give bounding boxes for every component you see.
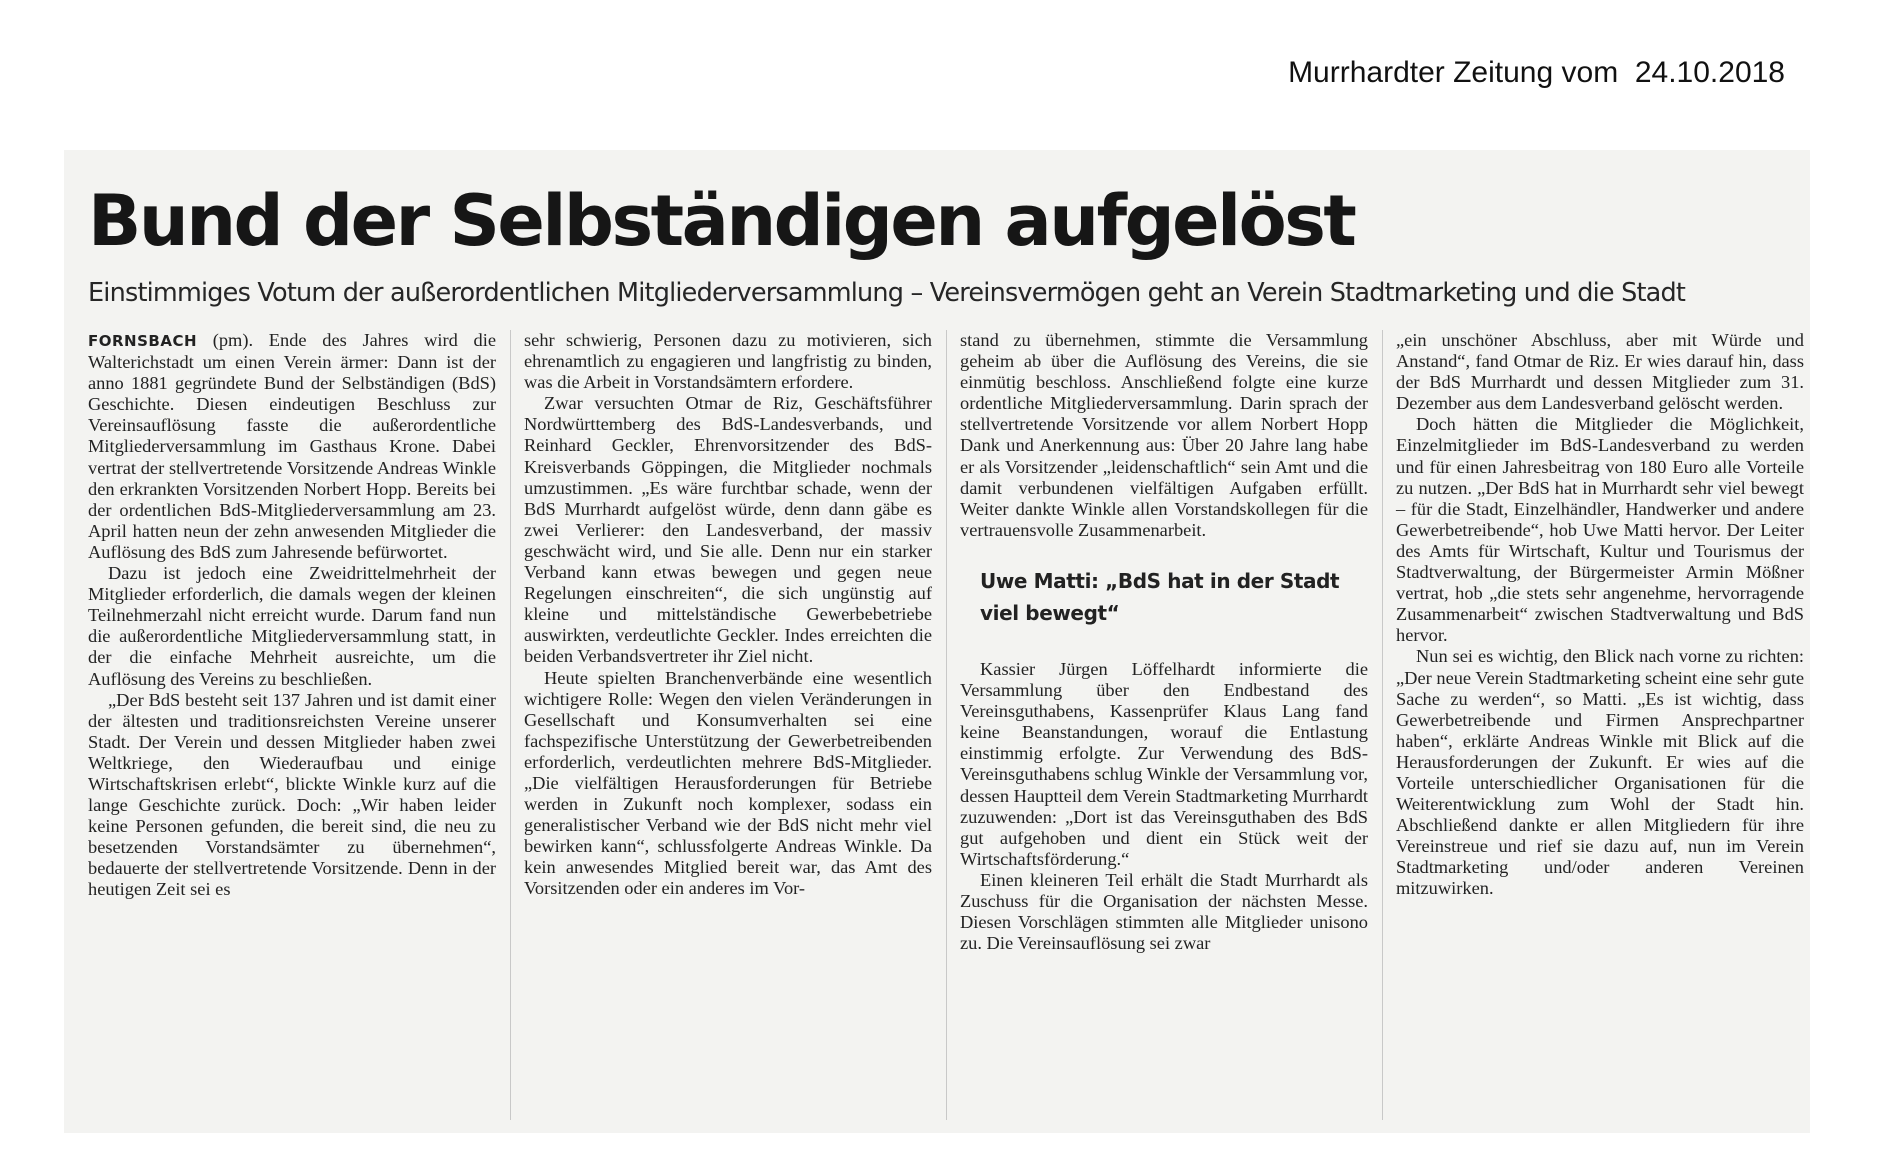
paragraph: Kassier Jürgen Löffelhardt informierte die Versammlung über den Endbestand des Vereinsguthabens, Kassenprüfer Klaus Lang fand keine Beanstandungen, worauf die Entlastung einstimmig erfolgte. Zur Verwendung des BdS-Vereinsguthabens schlug Winkle der Versammlung vor, dessen Hauptteil dem Verein Stadtmarketing Murrhardt zuzuwenden: „Dort ist das Vereinsguthaben des BdS gut aufgehoben und dient ein Stück weit der Wirtschaftsförderung.“ [960,658,1368,869]
source-line: Murrhardter Zeitung vom 24.10.2018 [1288,56,1785,89]
paragraph: Doch hätten die Mitglieder die Möglichkeit, Einzelmitglieder im BdS-Landesverband zu werden und für einen Jahresbeitrag von 180 Euro alle Vorteile zu nutzen. „Der BdS hat in Murrhardt sehr viel bewegt – für die Stadt, Einzelhändler, Handwerker und andere Gewerbetreibende“, hob Uwe Matti hervor. Der Leiter des Amts für Wirtschaft, Kultur und Tourismus der Stadtverwaltung, der Bürgermeister Armin Mößner vertrat, hob „die stets sehr angenehme, hervorragende Zusammenarbeit“ zwischen Stadtverwaltung und BdS hervor. [1396,414,1804,646]
article-column-1 [88,330,496,1130]
paragraph: „ein unschöner Abschluss, aber mit Würde und Anstand“, fand Otmar de Riz. Er wies darauf hin, dass der BdS Murrhardt und dessen Mitglieder zum 31. Dezember aus dem Landesverband gelöscht werden. [1396,330,1804,414]
newspaper-clipping [64,150,1810,1133]
column-rule [946,330,947,1120]
paragraph: stand zu übernehmen, stimmte die Versammlung geheim ab über die Auflösung des Vereins, die sie einmütig beschloss. Anschließend folgte eine kurze ordentliche Mitgliederversammlung. Darin sprach der stellvertretende Vorsitzende vor allem Norbert Hopp Dank und Anerkennung aus: Über 20 Jahre lang habe er als Vorsitzender „leidenschaftlich“ sein Amt und die damit verbundenen vielfältigen Aufgaben erfüllt. Weiter dankte Winkle allen Vorstandskollegen für die vertrauensvolle Zusammenarbeit. [960,330,1368,540]
article-column-4 [1396,330,1804,1130]
dateline: FORNSBACH [88,332,198,350]
paragraph: Nun sei es wichtig, den Blick nach vorne zu richten: „Der neue Verein Stadtmarketing scheint eine sehr gute Sache zu werden“, so Matti. „Es ist wichtig, dass Gewerbetreibende und Firmen Ansprechpartner haben“, erklärte Andreas Winkle mit Blick auf die Herausforderungen der Zukunft. Er wies auf die Vorteile unterschiedlicher Organisationen für die Weiterentwicklung zum Wohl der Stadt hin. Abschließend dankte er allen Mitgliedern für ihre Vereinstreue und rief sie dazu auf, nun im Verein Stadtmarketing und/oder anderen Vereinen mitzuwirken. [1396,646,1804,899]
article-column-2 [524,330,932,1130]
crosshead: Uwe Matti: „BdS hat in der Stadt viel bewegt“ [980,568,1340,625]
article-columns [88,330,1804,1130]
paragraph: Heute spielten Branchenverbände eine wesentlich wichtigere Rolle: Wegen den vielen Veränderungen in Gesellschaft und Konsumverhalten sei eine fachspezifische Unterstützung der Gewerbetreibenden erforderlich, verdeutlichten mehrere BdS-Mitglieder. „Die vielfältigen Herausforderungen für Betriebe werden in Zukunft noch komplexer, sodass ein generalistischer Verband wie der BdS nicht mehr viel bewirken kann“, schlussfolgerte Andreas Winkle. Da kein anwesendes Mitglied bereit war, das Amt des Vorsitzenden oder ein anderes im Vor- [524,667,932,899]
paragraph: Zwar versuchten Otmar de Riz, Geschäftsführer Nordwürttemberg des BdS-Landesverbands, und Reinhard Geckler, Ehrenvorsitzender des BdS-Kreisverbands Göppingen, die Mitglieder nochmals umzustimmen. „Es wäre furchtbar schade, wenn der BdS Murrhardt aufgelöst würde, denn dann gäbe es zwei Verlierer: den Landesverband, der massiv geschwächt wird, und Sie alle. Denn nur ein starker Verband kann etwas bewegen und gegen neue Regelungen einschreiten“, die sich ungünstig auf kleine und mittelständische Gewerbebetriebe auswirkten, verdeutlichte Geckler. Indes erreichten die beiden Verbandsvertreter ihr Ziel nicht. [524,393,932,667]
column-rule [510,330,511,1120]
paragraph: Dazu ist jedoch eine Zweidrittelmehrheit der Mitglieder erforderlich, die damals wegen der kleinen Teilnehmerzahl nicht erreicht wurde. Darum fand nun die außerordentliche Mitgliederversammlung statt, in der die einfache Mehrheit ausreichte, um die Auflösung des Vereins zu beschließen. [88,563,496,689]
article-column-3 [960,330,1368,1130]
paragraph: sehr schwierig, Personen dazu zu motivieren, sich ehrenamtlich zu engagieren und langfristig zu binden, was die Arbeit in Vorstandsämtern erfordere. [524,330,932,393]
column-rule [1382,330,1383,1120]
paragraph: FORNSBACH (pm). Ende des Jahres wird die Walterichstadt um einen Verein ärmer: Dann ist der anno 1881 gegründete Bund der Selbständigen (BdS) Geschichte. Diesen eindeutigen Beschluss zur Vereinsauflösung fasste die außerordentliche Mitgliederversammlung im Gasthaus Krone. Dabei vertrat der stellvertretende Vorsitzende Andreas Winkle den erkrankten Vorsitzenden Norbert Hopp. Bereits bei der ordentlichen BdS-Mitgliederversammlung am 23. April hatten neun der zehn anwesenden Mitglieder die Auflösung des BdS zum Jahresende befürwortet. [88,330,496,562]
paragraph: „Der BdS besteht seit 137 Jahren und ist damit einer der ältesten und traditionsreichsten Vereine unserer Stadt. Der Verein und dessen Mitglieder haben zwei Weltkriege, den Wiederaufbau und einige Wirtschaftskrisen erlebt“, blickte Winkle kurz auf die lange Geschichte zurück. Doch: „Wir haben leider keine Personen gefunden, die bereit sind, die neu zu besetzenden Vorstandsämter zu übernehmen“, bedauerte der stellvertretende Vorsitzende. Denn in der heutigen Zeit sei es [88,689,496,900]
paragraph: Einen kleineren Teil erhält die Stadt Murrhardt als Zuschuss für die Organisation der nächsten Messe. Diesen Vorschlägen stimmten alle Mitglieder unisono zu. Die Vereinsauflösung sei zwar [960,869,1368,954]
subheadline: Einstimmiges Votum der außerordentlichen Mitgliederversammlung – Vereinsvermögen geht an Verein Stadtmarketing und die Stadt [88,278,1686,308]
headline: Bund der Selbständigen aufgelöst [88,180,1355,262]
